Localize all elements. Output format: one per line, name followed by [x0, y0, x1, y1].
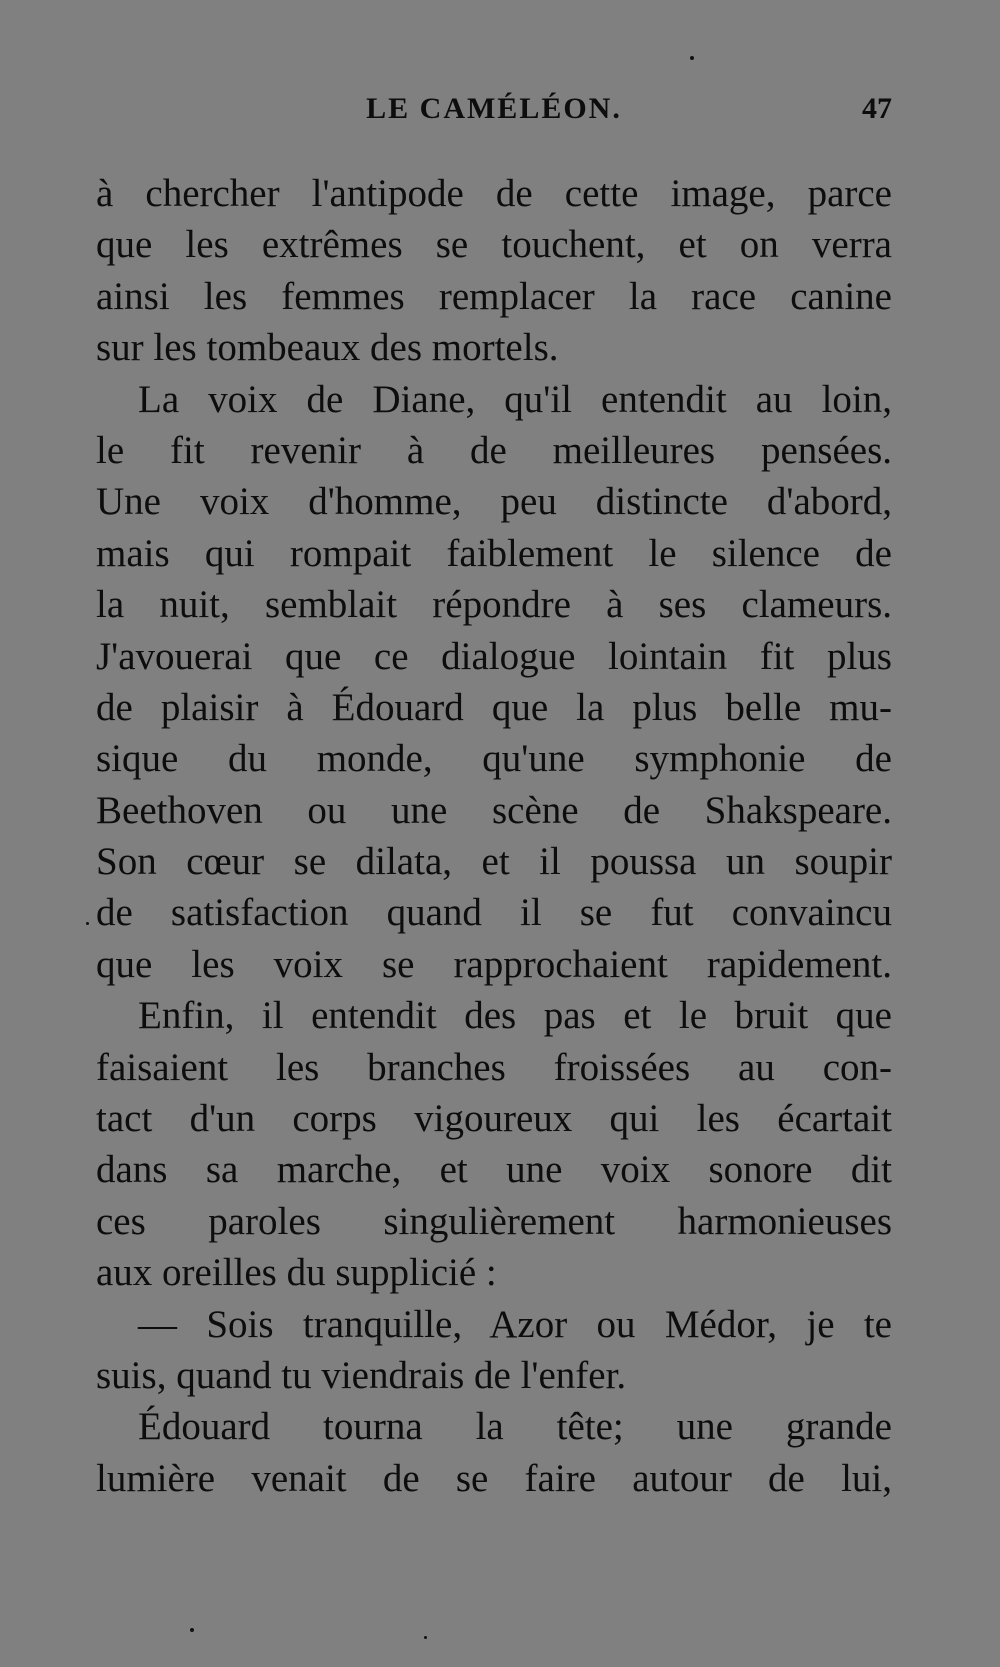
text-line: — Sois tranquille, Azor ou Médor, je te [138, 1302, 892, 1346]
text-line: sur les tombeaux des mortels. [96, 326, 559, 370]
text-line: ces paroles singulièrement harmonieuses [96, 1199, 892, 1243]
text-line: lumière venait de se faire autour de lui, [96, 1456, 892, 1500]
scan-speck [86, 922, 89, 925]
page-header [96, 92, 892, 132]
text-line: Édouard tourna la tête; une grande [138, 1405, 892, 1449]
text-line: La voix de Diane, qu'il entendit au loin, [138, 377, 892, 421]
text-line: que les voix se rapprochaient rapidement. [96, 942, 892, 986]
text-line: que les extrêmes se touchent, et on verra [96, 223, 892, 267]
text-line: faisaient les branches froissées au con- [96, 1045, 892, 1089]
text-line: Son cœur se dilata, et il poussa un soupir [96, 840, 892, 884]
text-line: Une voix d'homme, peu distincte d'abord, [96, 480, 892, 524]
text-line: sique du monde, qu'une symphonie de [96, 737, 892, 781]
text-line: ainsi les femmes remplacer la race canine [96, 274, 892, 318]
scan-speck [424, 1636, 427, 1639]
text-line: suis, quand tu viendrais de l'enfer. [96, 1353, 627, 1397]
text-line: Beethoven ou une scène de Shakspeare. [96, 788, 892, 832]
text-line: la nuit, semblait répondre à ses clameurs. [96, 583, 892, 627]
text-line: mais qui rompait faiblement le silence de [96, 531, 892, 575]
text-line: Enfin, il entendit des pas et le bruit que [138, 994, 892, 1038]
text-line: J'avouerai que ce dialogue lointain fit plus [96, 634, 892, 678]
scan-speck [690, 56, 694, 60]
text-line: à chercher l'antipode de cette image, parce [96, 172, 892, 215]
text-line: aux oreilles du supplicié : [96, 1251, 497, 1295]
text-line: de satisfaction quand il se fut convaincu [96, 891, 892, 935]
text-line: dans sa marche, et une voix sonore dit [96, 1148, 892, 1192]
text-line: de plaisir à Édouard que la plus belle mu- [96, 685, 892, 729]
body-text [96, 168, 892, 1504]
text-line: tact d'un corps vigoureux qui les écartait [96, 1097, 892, 1141]
page-number: 47 [862, 92, 892, 125]
running-title: LE CAMÉLÉON. [366, 92, 622, 125]
scan-speck [190, 1628, 194, 1632]
text-line: le fit revenir à de meilleures pensées. [96, 428, 892, 472]
